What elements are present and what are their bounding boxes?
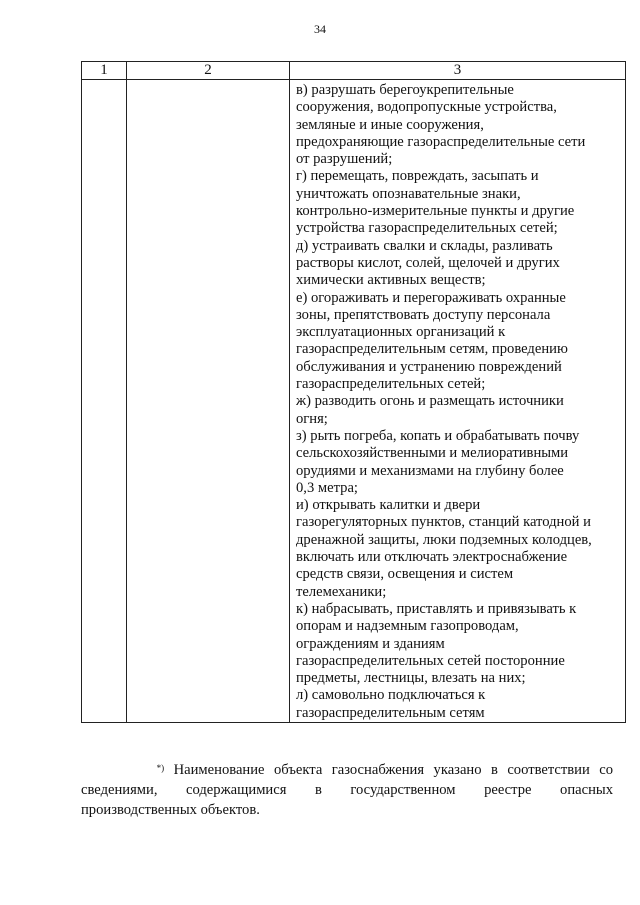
list-line: растворы кислот, солей, щелочей и других: [296, 254, 560, 271]
list-line: устройства газораспределительных сетей;: [296, 220, 558, 237]
list-line: ж) разводить огонь и размещать источники: [296, 393, 564, 410]
requirements-table: [81, 61, 626, 723]
list-line: химически активных веществ;: [296, 272, 486, 289]
footnote-text-2: сведениями, содержащимися в государственном реестре опасных: [81, 782, 613, 798]
list-line: огня;: [296, 410, 328, 427]
prohibitions-list: [296, 82, 619, 722]
list-line: эксплуатационных организаций к: [296, 324, 506, 341]
footnote: [81, 760, 613, 820]
list-line: включать или отключать электроснабжение: [296, 549, 568, 566]
list-line: сооружения, водопропускные устройства,: [296, 99, 557, 116]
list-line: в) разрушать берегоукрепительные: [296, 82, 514, 98]
list-line: газораспределительных сетей;: [296, 376, 486, 393]
list-line: контрольно-измерительные пункты и другие: [296, 203, 575, 220]
list-line: предохраняющие газораспределительные сети: [296, 133, 586, 150]
cell-col-2: [127, 80, 290, 723]
header-col-3: 3: [290, 62, 626, 80]
footnote-text-1: Наименование объекта газоснабжения указано в соответствии со: [173, 762, 614, 778]
list-line: з) рыть погреба, копать и обрабатывать почву: [296, 427, 580, 444]
list-line: 0,3 метра;: [296, 479, 358, 496]
list-line: предметы, лестницы, влезать на них;: [296, 670, 526, 687]
list-line: д) устраивать свалки и склады, разливать: [296, 237, 553, 254]
footnote-marker: *): [156, 763, 165, 773]
cell-col-1: [82, 80, 127, 723]
page-number: 34: [314, 22, 326, 36]
header-col-1: 1: [82, 62, 127, 80]
list-line: г) перемещать, повреждать, засыпать и: [296, 168, 539, 185]
footnote-line: [81, 800, 613, 820]
list-line: дренажной защиты, люки подземных колодцев,: [296, 531, 592, 548]
cell-col-3: [290, 80, 626, 723]
list-line: л) самовольно подключаться к: [296, 687, 486, 704]
list-line: земляные и иные сооружения,: [296, 116, 484, 133]
list-line: е) огораживать и перегораживать охранные: [296, 289, 566, 306]
footnote-line: [81, 760, 613, 780]
list-line: ограждениям и зданиям: [296, 635, 445, 652]
list-line: к) набрасывать, приставлять и привязывать к: [296, 600, 577, 617]
list-line: от разрушений;: [296, 151, 393, 168]
list-line: газораспределительных сетей посторонние: [296, 652, 565, 669]
list-line: газораспределительным сетям: [296, 704, 485, 721]
list-line: сельскохозяйственными и мелиоративными: [296, 445, 569, 462]
header-col-2: 2: [127, 62, 290, 80]
list-line: газорегуляторных пунктов, станций катодной и: [296, 514, 591, 531]
footnote-line: [81, 780, 613, 800]
table-header-row: [82, 62, 626, 80]
list-line: средств связи, освещения и систем: [296, 566, 514, 583]
footnote-text-3: производственных объектов.: [81, 802, 260, 818]
list-line: опорам и надземным газопроводам,: [296, 618, 519, 635]
list-line: уничтожать опознавательные знаки,: [296, 185, 521, 202]
list-line: обслуживания и устранению повреждений: [296, 358, 562, 375]
list-line: газораспределительным сетям, проведению: [296, 341, 568, 358]
table-body-row: [82, 80, 626, 723]
list-line: и) открывать калитки и двери: [296, 497, 481, 514]
list-line: телемеханики;: [296, 583, 387, 600]
list-line: орудиями и механизмами на глубину более: [296, 462, 564, 479]
list-line: зоны, препятствовать доступу персонала: [296, 306, 551, 323]
